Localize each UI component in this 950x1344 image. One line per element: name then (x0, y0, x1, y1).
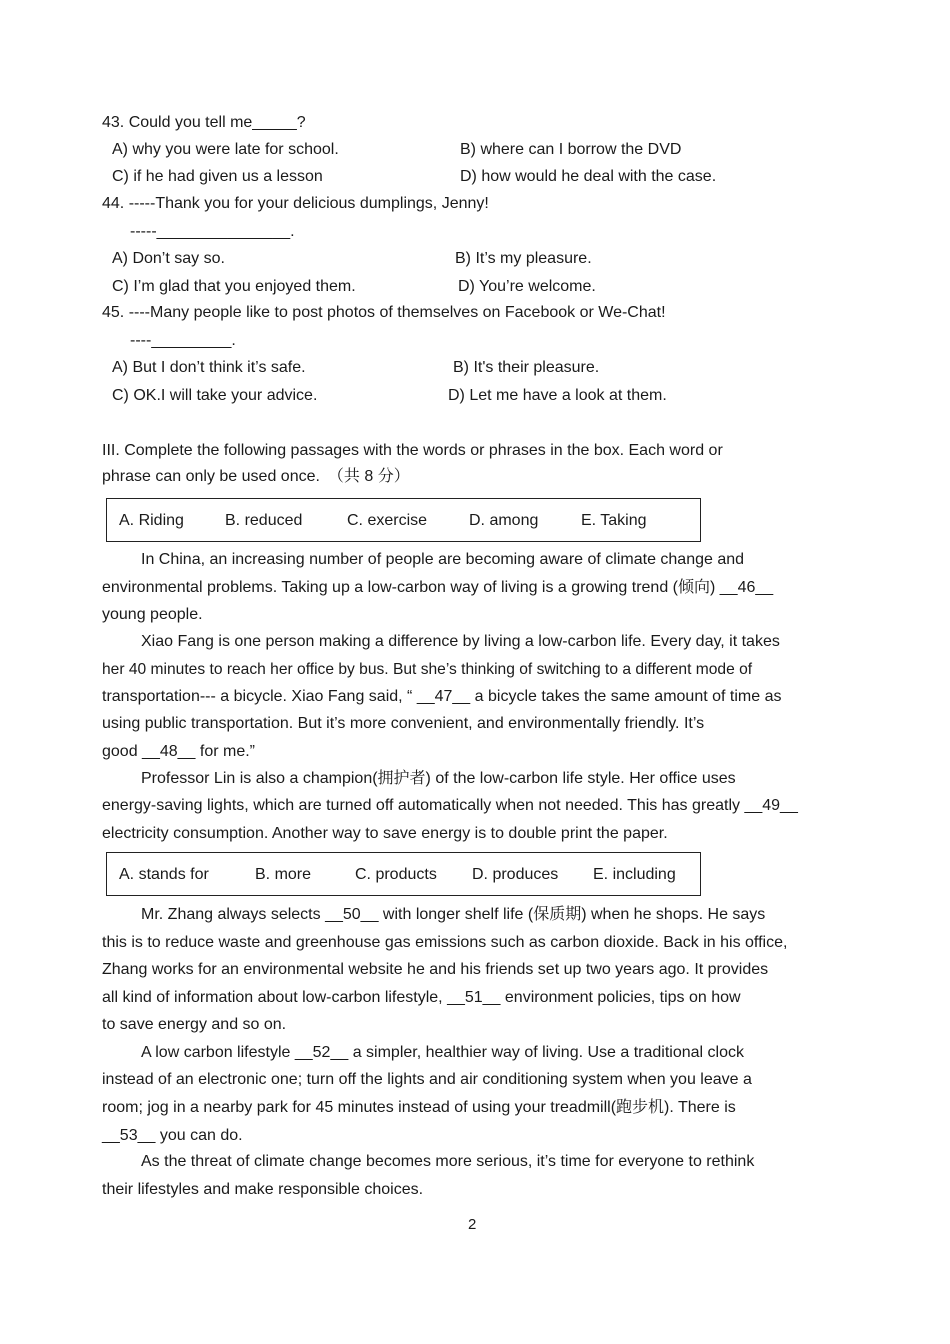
q45-option-b: B) It's their pleasure. (453, 359, 600, 376)
word-box-1-option-e: E. Taking (581, 512, 647, 529)
blank-46: __46__ (719, 579, 774, 596)
q43-option-a: A) why you were late for school. (112, 141, 339, 158)
q44-option-c: C) I’m glad that you enjoyed them. (112, 278, 356, 295)
q45-option-a: A) But I don’t think it’s safe. (112, 359, 306, 376)
passage-line: As the threat of climate change becomes more serious, it’s time for everyone to rethink (141, 1153, 755, 1170)
blank-51: __51__ (447, 989, 501, 1006)
blank-50: __50__ (325, 906, 379, 923)
passage-text: a bicycle takes the same amount of time as (474, 688, 782, 705)
passage-text: energy-saving lights, which are turned off automatically when not needed. This has greatly (102, 797, 740, 814)
blank-48: __48__ (142, 743, 196, 760)
passage-text: transportation--- a bicycle. Xiao Fang said, “ (102, 688, 413, 705)
word-box-1-option-c: C. exercise (347, 512, 428, 529)
section-heading-line2: phrase can only be used once. （共 8 分） (102, 468, 410, 485)
passage-text: environment policies, tips on how (504, 989, 741, 1006)
blank-49: __49__ (744, 797, 798, 814)
passage-line: instead of an electronic one; turn off the lights and air conditioning system when you leave a (102, 1071, 752, 1088)
word-box-1-option-a: A. Riding (119, 512, 184, 529)
passage-line: their lifestyles and make responsible choices. (102, 1181, 424, 1198)
passage-line: using public transportation. But it’s more convenient, and environmentally friendly. It’s (102, 715, 705, 732)
word-box-2-option-e: E. including (593, 866, 676, 883)
passage-line: young people. (102, 606, 203, 623)
passage-line (102, 988, 741, 1008)
q43-option-d: D) how would he deal with the case. (460, 168, 717, 185)
passage-text: for me.” (199, 743, 256, 760)
passage-text: A low carbon lifestyle (141, 1044, 295, 1061)
passage-text: environmental problems. Taking up a low-carbon way of living is a growing trend (倾向) (102, 579, 716, 596)
passage-line: Zhang works for an environmental website he and his friends set up two years ago. It provides (102, 961, 769, 978)
passage-text: all kind of information about low-carbon lifestyle, (102, 989, 448, 1006)
word-box-1-option-d: D. among (469, 512, 539, 529)
passage-text: with longer shelf life (保质期) when he shops. He says (382, 906, 766, 923)
word-box-2-option-b: B. more (255, 866, 312, 883)
q43-stem: 43. Could you tell me_____? (102, 114, 306, 131)
q44-option-d: D) You’re welcome. (458, 278, 596, 295)
q44-option-b: B) It’s my pleasure. (455, 250, 592, 267)
passage-text: you can do. (159, 1127, 243, 1144)
passage-line: to save energy and so on. (102, 1016, 287, 1033)
passage-line: her 40 minutes to reach her office by bus. But she’s thinking of switching to a different mode of (102, 661, 753, 678)
word-box-1-option-b: B. reduced (225, 512, 303, 529)
word-box-2-option-a: A. stands for (119, 866, 209, 883)
passage-text: a simpler, healthier way of living. Use a traditional clock (352, 1044, 744, 1061)
word-box-2 (106, 852, 701, 896)
passage-line: this is to reduce waste and greenhouse gas emissions such as carbon dioxide. Back in his office, (102, 934, 788, 951)
word-box-2-option-d: D. produces (472, 866, 559, 883)
passage-line (141, 1043, 744, 1063)
word-box-1 (106, 498, 701, 542)
passage-line (102, 578, 773, 598)
passage-line: room; jog in a nearby park for 45 minutes instead of using your treadmill(跑步机). There is (102, 1099, 736, 1116)
passage-text: good (102, 743, 143, 760)
passage-line: Xiao Fang is one person making a difference by living a low-carbon life. Every day, it takes (141, 633, 780, 650)
q45-option-c: C) OK.I will take your advice. (112, 387, 318, 404)
q45-option-d: D) Let me have a look at them. (448, 387, 667, 404)
passage-line (141, 905, 765, 925)
passage-line (102, 742, 255, 762)
passage-line: Professor Lin is also a champion(拥护者) of the low-carbon life style. Her office uses (141, 770, 736, 787)
q45-reply: ----_________. (130, 332, 236, 349)
q44-option-a: A) Don’t say so. (112, 250, 225, 267)
blank-52: __52__ (294, 1044, 349, 1061)
section-heading-line1: III. Complete the following passages with the words or phrases in the box. Each word or (102, 442, 723, 459)
q45-stem: 45. ----Many people like to post photos of themselves on Facebook or We-Chat! (102, 304, 666, 321)
blank-53: __53__ (102, 1127, 156, 1144)
q44-stem: 44. -----Thank you for your delicious dumplings, Jenny! (102, 195, 489, 212)
q43-option-b: B) where can I borrow the DVD (460, 141, 682, 158)
q43-option-c: C) if he had given us a lesson (112, 168, 323, 185)
passage-line (102, 1126, 243, 1146)
word-box-2-option-c: C. products (355, 866, 437, 883)
passage-line (102, 796, 798, 816)
passage-line (102, 687, 781, 707)
blank-47: __47__ (416, 688, 471, 705)
passage-line: electricity consumption. Another way to save energy is to double print the paper. (102, 825, 668, 842)
page-number: 2 (468, 1216, 477, 1233)
passage-line: In China, an increasing number of people are becoming aware of climate change and (141, 551, 745, 568)
q44-reply: -----_______________. (130, 223, 295, 240)
passage-text: Mr. Zhang always selects (141, 906, 326, 923)
